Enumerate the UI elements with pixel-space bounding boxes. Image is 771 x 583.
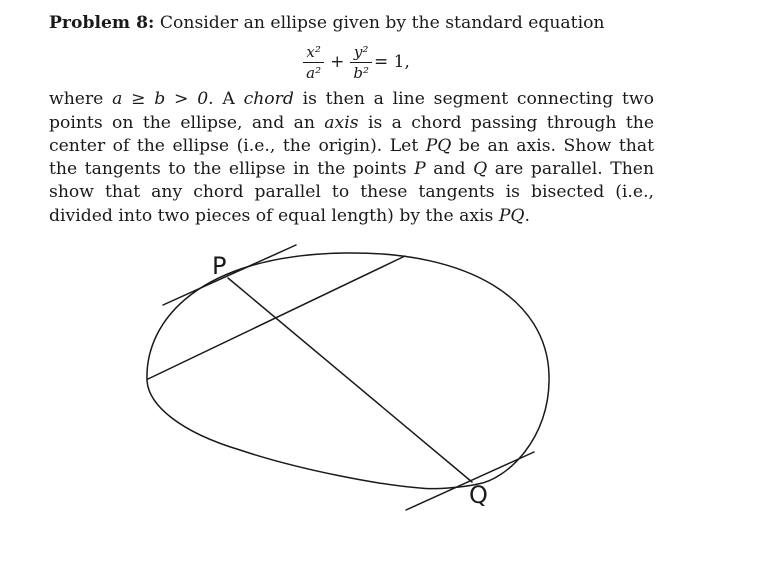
fraction-x-numerator: x²	[306, 42, 321, 61]
axis-pq-var-2: PQ	[498, 205, 525, 226]
fraction-y-denominator: b²	[353, 63, 369, 82]
equation-rhs: = 1,	[373, 51, 410, 72]
problem-label: Problem 8:	[49, 13, 155, 33]
point-p-label: P	[212, 252, 227, 280]
plus-sign: +	[330, 51, 345, 72]
axis-term: axis	[324, 112, 359, 133]
body-part-4: is a chord passing through the center of the ellipse (i.e., the origin). Let	[49, 112, 654, 156]
fraction-y-numerator: y²	[353, 42, 369, 61]
body-part-8: .	[524, 205, 530, 226]
body-part-2: . A	[208, 89, 244, 110]
problem-intro: Consider an ellipse given by the standard equation	[159, 13, 605, 33]
axis-line-pq	[228, 278, 472, 482]
body-part-1: where	[49, 89, 113, 110]
body-part-7: are parallel. Then show that any chord parallel to these tangents is bisected (i.e., divided into two pieces of equal length) by the axis	[49, 159, 655, 226]
chord-line	[148, 256, 405, 379]
body-part-6: and	[425, 159, 474, 180]
point-q-label: Q	[469, 481, 488, 509]
chord-term: chord	[243, 89, 294, 110]
body-part-3: is then a line segment connecting two points on the ellipse, and an	[49, 89, 654, 133]
axis-pq-var: PQ	[425, 135, 452, 156]
tangent-line-p	[163, 245, 296, 305]
fraction-x-denominator: a²	[306, 63, 322, 82]
body-part-5: be an axis. Show that the tangents to the ellipse in the points	[49, 135, 654, 180]
point-q-var: Q	[473, 159, 488, 180]
point-p-var: P	[414, 159, 426, 180]
ellipse-curve	[147, 253, 549, 489]
condition-math: a ≥ b > 0	[112, 89, 209, 110]
